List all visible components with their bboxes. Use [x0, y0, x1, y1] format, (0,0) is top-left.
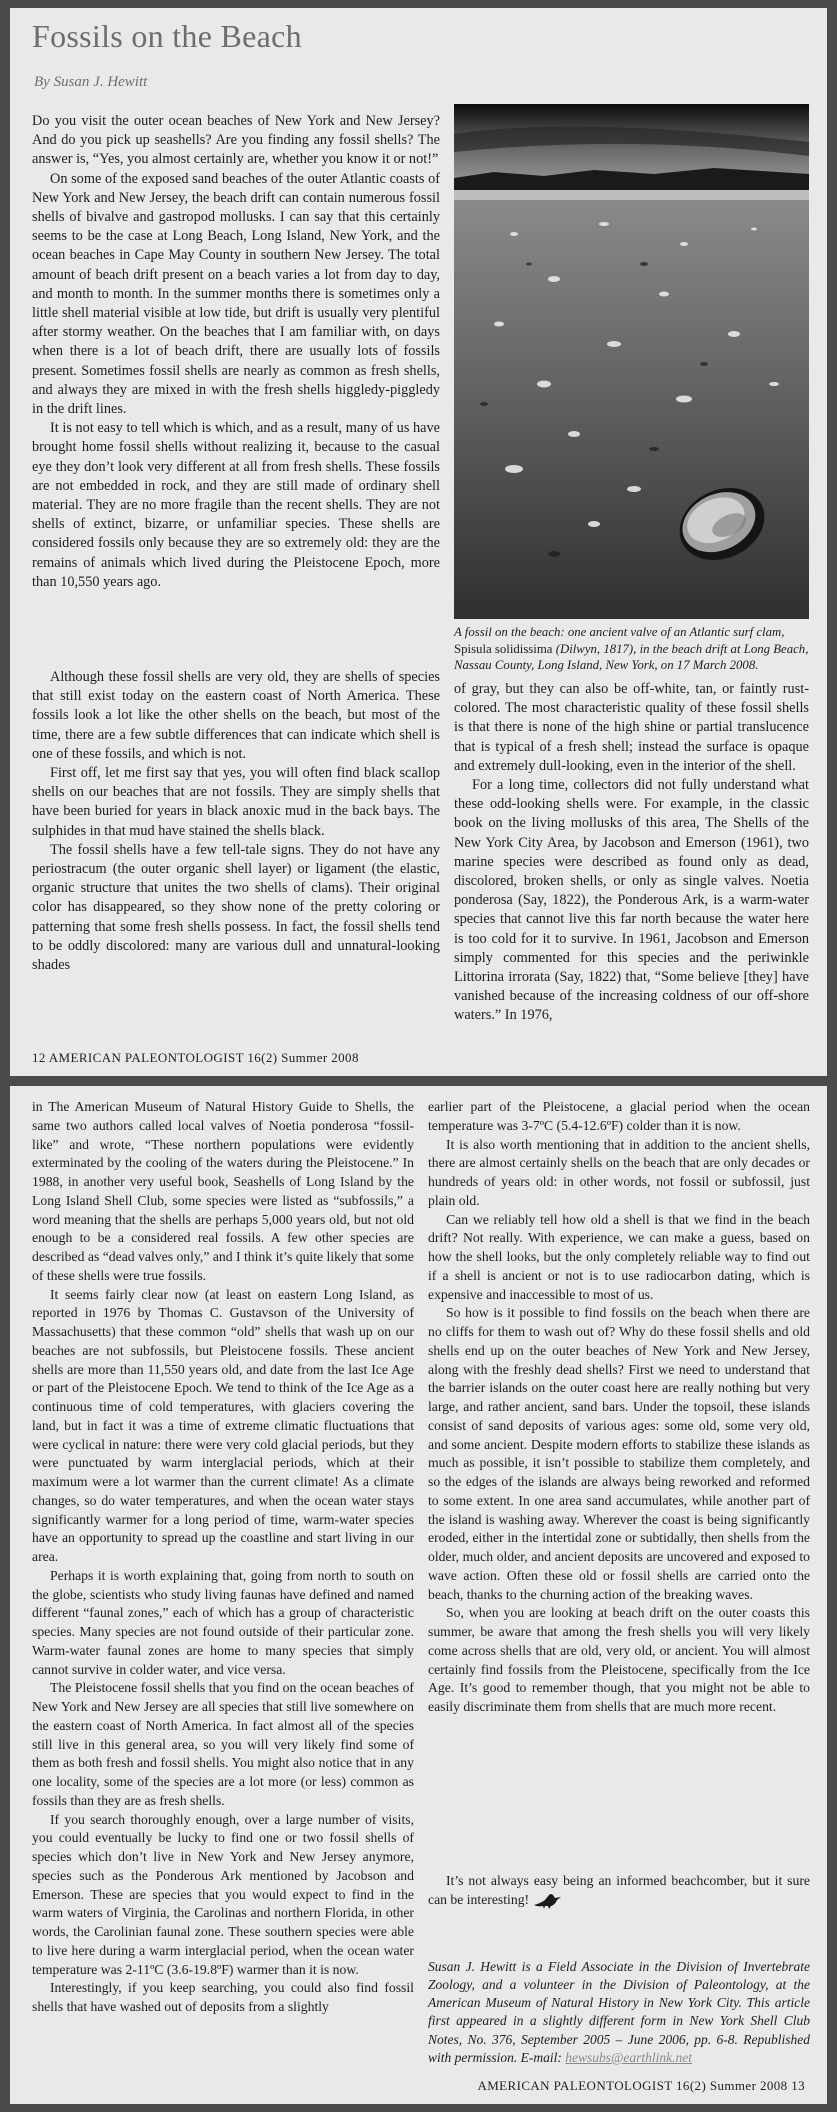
- article-title: Fossils on the Beach: [32, 18, 302, 54]
- page12-lower-left-column: [32, 668, 440, 975]
- paragraph: in The American Museum of Natural History Guide to Shells, the same two authors called local valves of Noetia ponderosa “fossil-like” and wrote, “These northern populations were evidently exterminated by the cooling of the waters during the Pleistocene.” In 1988, in another very useful book, Seashells of Long Island by the Long Island Shell Club, some species were listed as “subfossils,” a word meaning that the shells are perhaps 5,000 years old, but not old enough to be a considered real fossils. A few other species are described as “dead valves only,” and I think it’s quite likely that some of these shells were true fossils.: [32, 1099, 414, 1283]
- page12-right-column: [454, 680, 809, 1026]
- paragraph: The fossil shells have a few tell-tale signs. They do not have any periostracum (the outer organic shell layer) or ligament (the elastic, organic structure that unites the two shells of clams). Their original color has disappeared, so they show none of the pretty coloring or patterning that some fresh shells possess. In fact, the fossil shells tend to be oddly discolored: many are various dull and unnatural-looking shades: [32, 841, 440, 974]
- paragraph: It is not easy to tell which is which, and as a result, many of us have brought home fossil shells without realizing it, because to the casual eye they don’t look very different at all from fresh shells. These fossils are not embedded in rock, and they are still made of ordinary shell material. They are no more fragile than the recent shells. They are not shells of extinct, bizarre, or unfamiliar species. These shells are considered fossils only because they are so extremely old: they are the remains of animals which lived during the Pleistocene Epoch, more than 10,550 years ago.: [32, 420, 440, 590]
- paragraph: Do you visit the outer ocean beaches of New York and New Jersey? And do you pick up seashells? Are you finding any fossil shells? The answer is, “Yes, you almost certainly are, whether you know it or not!”: [32, 113, 440, 168]
- paragraph: So, when you are looking at beach drift on the outer coasts this summer, be aware that among the fresh shells you will very likely come across shells that are old, very old, or ancient. You will almost certainly find fossils from the Pleistocene, specifically from the Ice Age. It’s good to remember though, that you might not be able to easily discriminate them from shells that are much more recent.: [428, 1605, 810, 1714]
- paragraph: The Pleistocene fossil shells that you find on the ocean beaches of New York and New Jersey are all species that still live somewhere on the eastern coast of North America. In fact almost all of the species still live in this general area, so you will very likely find some of them as both fresh and fossil shells. You might also notice that in any one locality, some of the species are a lot more (or less) common as fossils than they are as fresh shells.: [32, 1680, 414, 1808]
- paragraph: Although these fossil shells are very old, they are shells of species that still exist today on the eastern coast of North America. These fossils look a lot like the other shells on the beach, but most of the time, there are a few subtle differences that can indicate which shell is one of these fossils, and which is not.: [32, 669, 440, 762]
- paragraph: Perhaps it is worth explaining that, going from north to south on the globe, scientists who study living faunas have defined and named different “faunal zones,” each of which has a group of characteristic species. Many species are not found outside of their particular zone. Warm-water faunal zones are home to many species that simply cannot survive in colder water, and vice versa.: [32, 1567, 414, 1677]
- paragraph: of gray, but they can also be off-white, tan, or faintly rust-colored. The most characteristic quality of these fossil shells is that there is none of the high shine or partial translucence that is typical of a fresh shell; instead the surface is opaque and extremely dull-looking, even in the interior of the shell.: [454, 681, 809, 774]
- author-bio: [428, 1958, 810, 2068]
- paragraph: If you search thoroughly enough, over a large number of visits, you could eventually be lucky to find one or two fossil shells of species which don’t live in New York and New Jersey anymore, species such as the Ponderous Ark mentioned by Jacobson and Emerson. These are species that you would expect to find in the warm waters of Virginia, the Carolinas and northern Florida, in other words, the Carolinian faunal zone. These southern species were able to live here during a warm interglacial period, when the ocean water temperature was 2-11ºC (3.6-19.8ºF) warmer than it is now.: [32, 1811, 414, 1977]
- closing-paragraph: [428, 1872, 810, 1910]
- paragraph: So how is it possible to find fossils on the beach when there are no cliffs for them to wash out of? Why do these fossil shells and old shells end up on the outer beaches of New York and New Jersey, along with the freshly dead shells? First we need to understand that the barrier islands on the outer coast here are really nothing but very large, and rather ancient, sand bars. Under the topsoil, these islands consist of sand deposits of various ages: some old, some very old, and some ancient. Despite modern efforts to stabilize these islands as much as possible, it isn’t possible to stabilize them completely, and so the edges of the islands are always being reworked and reformed to some extent. In one area sand accumulates, while another part of the island is washing away. Wherever the coast is being significantly eroded, either in the intertidal zone or subtidally, then shells from the older, much older, and ancient deposits are uncovered and exposed to wave action. Often these old or fossil shells are carried onto the beach, thanks to the churning action of the breaking waves.: [428, 1305, 810, 1602]
- page13-left-column: [32, 1098, 414, 2017]
- page-13: [10, 1086, 827, 2104]
- closing-text: It’s not always easy being an informed beachcomber, but it sure can be interesting!: [428, 1873, 810, 1907]
- page12-left-column: [32, 112, 440, 592]
- paragraph: For a long time, collectors did not fully understand what these odd-looking shells were. For example, in the classic book on the living mollusks of this area, The Shells of the New York City Area, by Jacobson and Emerson (1961), two marine species were described as found only as dead, discolored, broken shells, or only as single valves. Noetia ponderosa (Say, 1822), the Ponderous Ark, is a warm-water species that cannot live this far north because the water here is too cold for it to survive. In 1961, Jacobson and Emerson simply commented for this species and the periwinkle Littorina irrorata (Say, 1822) that, “Some believe [they] have vanished because of the increasing coldness of our off-shore waters.” In 1976,: [454, 777, 809, 1024]
- paragraph: It is also worth mentioning that in addition to the ancient shells, there are almost certainly shells on the beach that are only decades or hundreds of years old: in other words, not fossil or subfossil, just plain old.: [428, 1136, 810, 1208]
- paragraph: Can we reliably tell how old a shell is that we find in the beach drift? Not really. With experience, we can make a guess, based on how the shell looks, but the only completely reliable way to find out if a shell is ancient or not is to use radiocarbon dating, which is expensive and inaccessible to most of us.: [428, 1211, 810, 1302]
- beach-photo-image: [454, 104, 809, 619]
- page13-closing-block: [428, 1872, 810, 1910]
- author-email-link[interactable]: hewsubs@earthlink.net: [565, 2049, 693, 2065]
- paragraph: It seems fairly clear now (at least on eastern Long Island, as reported in 1976 by Thomas C. Gustavson of the University of Massachusetts) that these common “old” shells that wash up on our beaches are not subfossils, but Pleistocene fossils. These ancient shells are more than 11,550 years old, and date from the last Ice Age or part of the Pleistocene Epoch. We tend to think of the Ice Age as a continuous time of cold temperatures, with glaciers covering the land, but in fact it was a time of extreme climatic fluctuations that were cyclical in nature: there were very cold glacial periods, but they were punctuated by warm interglacial periods, which at their maximum were a lot warmer than the current climate! As a climate changes, so do water temperatures, and when the ocean water stays significantly warmer for a long period of time, warm-water species have an opportunity to spread up the coastline and start living in our area.: [32, 1286, 414, 1564]
- paragraph: Interestingly, if you keep searching, you could also find fossil shells that have washed out of deposits from a slightly: [32, 1980, 414, 2014]
- caption-text: A fossil on the beach: one ancient valve of an Atlantic surf clam,: [454, 625, 785, 639]
- photo-caption: [454, 624, 809, 674]
- page13-footer: AMERICAN PALEONTOLOGIST 16(2) Summer 2008 13: [477, 2078, 805, 2093]
- caption-species: Spisula solidissima: [454, 641, 553, 656]
- page-12: [10, 8, 827, 1076]
- caption-details: (Dilwyn, 1817), in the beach drift at Long Beach, Nassau County, Long Island, New York, on 17 March 2008.: [454, 641, 809, 672]
- dinosaur-end-mark-icon: [533, 1893, 563, 1909]
- paragraph: earlier part of the Pleistocene, a glacial period when the ocean temperature was 3-7ºC (5.4-12.6ºF) colder than it is now.: [428, 1099, 810, 1133]
- bio-text: Susan J. Hewitt is a Field Associate in the Division of Invertebrate Zoology, and a volunteer in the Division of Paleontology, at the American Museum of Natural History in New York City. This article first appeared in a slightly different form in New York Shell Club Notes, No. 376, September 2005 – June 2006, pp. 6-8. Republished with permission. E-mail:: [428, 1958, 810, 2065]
- paragraph: First off, let me first say that yes, you will often find black scallop shells on our beaches that are not fossils. They are simply shells that have been buried for years in black anoxic mud in the back bays. The sulphides in that mud have stained the shells black.: [32, 765, 440, 839]
- page13-right-column: [428, 1098, 810, 1717]
- byline: By Susan J. Hewitt: [34, 74, 148, 90]
- page12-footer: 12 AMERICAN PALEONTOLOGIST 16(2) Summer 2008: [32, 1050, 359, 1065]
- paragraph: On some of the exposed sand beaches of the outer Atlantic coasts of New York and New Jersey, the beach drift can contain numerous fossil shells of bivalve and gastropod mollusks. I can say that this certainly seems to be the case at Long Beach, Long Island, New York, and the ocean beaches in Cape May County in southern New Jersey. The total amount of beach drift present on a beach varies a lot from day to day, and month to month. In the summer months there is sometimes only a little shell material visible at low tide, but drift is usually very plentiful after stormy weather. On the beaches that I am familiar with, on days when there is a lot of beach drift, there are usually lots of fossils present. Sometimes fossil shells are nearly as common as fresh shells, and always they are mixed in with the fresh shells higgledy-piggledy in the drift lines.: [32, 170, 440, 418]
